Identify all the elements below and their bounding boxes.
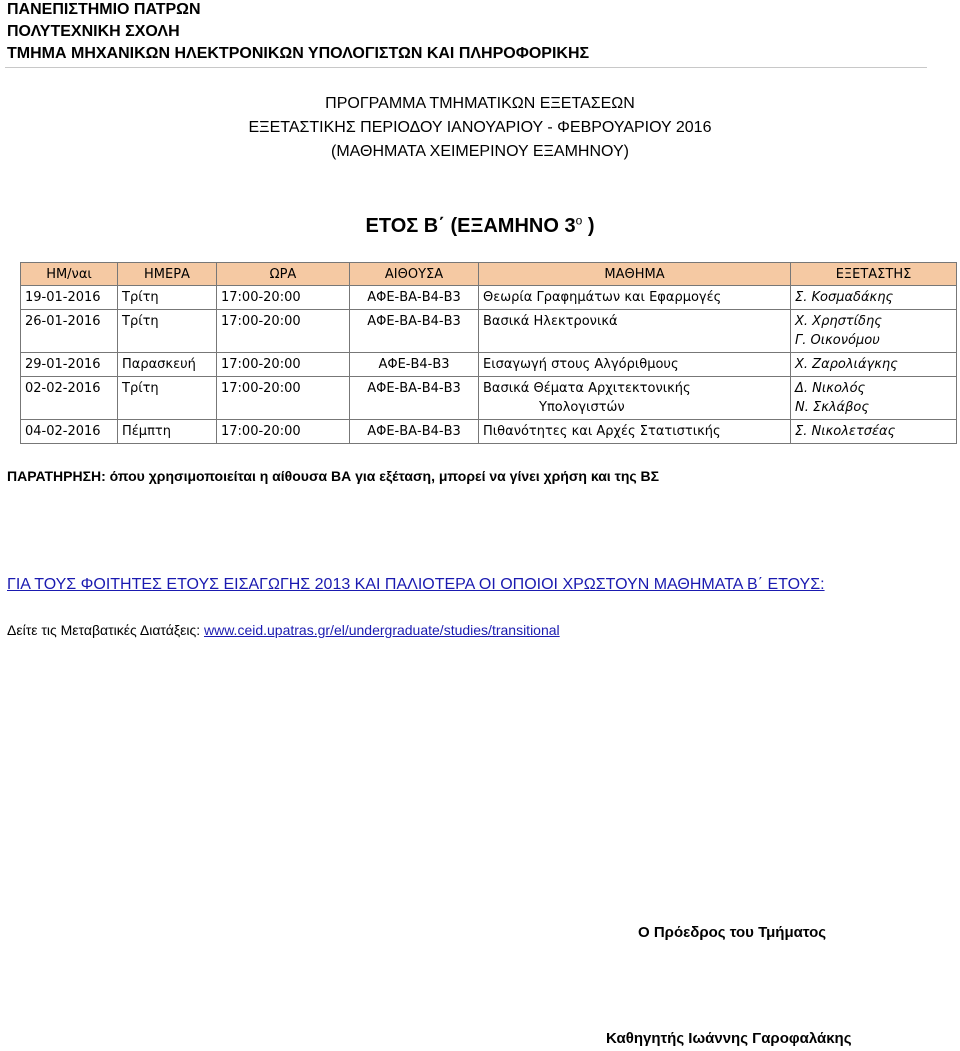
department-name: ΤΜΗΜΑ ΜΗΧΑΝΙΚΩΝ ΗΛΕΚΤΡΟΝΙΚΩΝ ΥΠΟΛΟΓΙΣΤΩΝ ΚΑΙ ΠΛΗΡΟΦΟΡΙΚΗΣ (7, 45, 590, 62)
signature-role: Ο Πρόεδρος του Τμήματος (638, 924, 827, 941)
cell-day: Τρίτη (118, 310, 217, 353)
cell-time: 17:00-20:00 (217, 310, 350, 353)
signature-name: Καθηγητής Ιωάννης Γαροφαλάκης (606, 1030, 852, 1047)
cell-date: 19-01-2016 (21, 286, 118, 310)
room-note: ΠΑΡΑΤΗΡΗΣΗ: όπου χρησιμοποιείται η αίθουσα ΒΑ για εξέταση, μπορεί να γίνει χρήση και της ΒΣ (7, 468, 660, 484)
transitional-url-link[interactable]: www.ceid.upatras.gr/el/undergraduate/studies/transitional (204, 622, 560, 638)
cell-date: 02-02-2016 (21, 377, 118, 420)
exam-schedule-table (20, 262, 957, 444)
cell-room: ΑΦΕ-ΒΑ-Β4-Β3 (350, 310, 479, 353)
cell-room: ΑΦΕ-ΒΑ-Β4-Β3 (350, 286, 479, 310)
col-header-room: ΑΙΘΟΥΣΑ (350, 263, 479, 286)
transitional-decree (7, 622, 560, 638)
year-superscript: ο (575, 213, 583, 228)
older-students-link[interactable]: ΓΙΑ ΤΟΥΣ ΦΟΙΤΗΤΕΣ ΕΤΟΥΣ ΕΙΣΑΓΩΓΗΣ 2013 ΚΑΙ ΠΑΛΙΟΤΕΡΑ ΟΙ ΟΠΟΙΟΙ ΧΡΩΣΤΟΥΝ ΜΑΘΗΜΑΤΑ Β΄ ΕΤΟΥΣ: (7, 576, 825, 593)
col-header-examiner: ΕΞΕΤΑΣΤΗΣ (791, 263, 957, 286)
cell-time: 17:00-20:00 (217, 420, 350, 444)
cell-date: 29-01-2016 (21, 353, 118, 377)
cell-course: Βασικά Ηλεκτρονικά (479, 310, 791, 353)
cell-day: Πέμπτη (118, 420, 217, 444)
cell-day: Τρίτη (118, 377, 217, 420)
decree-label: Δείτε τις Μεταβατικές Διατάξεις: (7, 622, 204, 638)
cell-date: 04-02-2016 (21, 420, 118, 444)
cell-date: 26-01-2016 (21, 310, 118, 353)
cell-course: Βασικά Θέματα Αρχιτεκτονικής Υπολογιστών (479, 377, 791, 420)
cell-examiner: Σ. Νικολετσέας (791, 420, 957, 444)
header-divider (5, 67, 927, 68)
exam-period: ΕΞΕΤΑΣΤΙΚΗΣ ΠΕΡΙΟΔΟΥ ΙΑΝΟΥΑΡΙΟΥ - ΦΕΒΡΟΥΑΡΙΟΥ 2016 (248, 119, 712, 136)
cell-room: ΑΦΕ-ΒΑ-Β4-Β3 (350, 377, 479, 420)
cell-examiner: Σ. Κοσμαδάκης (791, 286, 957, 310)
semester-type: (ΜΑΘΗΜΑΤΑ ΧΕΙΜΕΡΙΝΟΥ ΕΞΑΜΗΝΟΥ) (331, 143, 629, 160)
table-row (21, 420, 957, 444)
cell-room: ΑΦΕ-ΒΑ-Β4-Β3 (350, 420, 479, 444)
col-header-course: ΜΑΘΗΜΑ (479, 263, 791, 286)
schedule-title: ΠΡΟΓΡΑΜΜΑ ΤΜΗΜΑΤΙΚΩΝ ΕΞΕΤΑΣΕΩΝ (325, 95, 635, 112)
col-header-day: ΗΜΕΡΑ (118, 263, 217, 286)
table-row (21, 310, 957, 353)
table-row (21, 286, 957, 310)
cell-examiner: Χ. Χρηστίδης Γ. Οικονόμου (791, 310, 957, 353)
cell-course: Θεωρία Γραφημάτων και Εφαρμογές (479, 286, 791, 310)
table-header-row (21, 263, 957, 286)
cell-room: ΑΦΕ-Β4-Β3 (350, 353, 479, 377)
table-row (21, 377, 957, 420)
cell-time: 17:00-20:00 (217, 353, 350, 377)
cell-day: Τρίτη (118, 286, 217, 310)
cell-course: Εισαγωγή στους Αλγόριθμους (479, 353, 791, 377)
cell-examiner: Χ. Ζαρολιάγκης (791, 353, 957, 377)
school-name: ΠΟΛΥΤΕΧΝΙΚΗ ΣΧΟΛΗ (7, 23, 180, 40)
table-row (21, 353, 957, 377)
cell-time: 17:00-20:00 (217, 286, 350, 310)
cell-time: 17:00-20:00 (217, 377, 350, 420)
cell-course: Πιθανότητες και Αρχές Στατιστικής (479, 420, 791, 444)
col-header-time: ΩΡΑ (217, 263, 350, 286)
year-heading: ΕΤΟΣ Β΄ (ΕΞΑΜΗΝΟ $3^o$ ) (365, 213, 595, 237)
university-name: ΠΑΝΕΠΙΣΤΗΜΙΟ ΠΑΤΡΩΝ (7, 1, 201, 18)
cell-day: Παρασκευή (118, 353, 217, 377)
col-header-date: ΗΜ/ναι (21, 263, 118, 286)
cell-examiner: Δ. Νικολός Ν. Σκλάβος (791, 377, 957, 420)
